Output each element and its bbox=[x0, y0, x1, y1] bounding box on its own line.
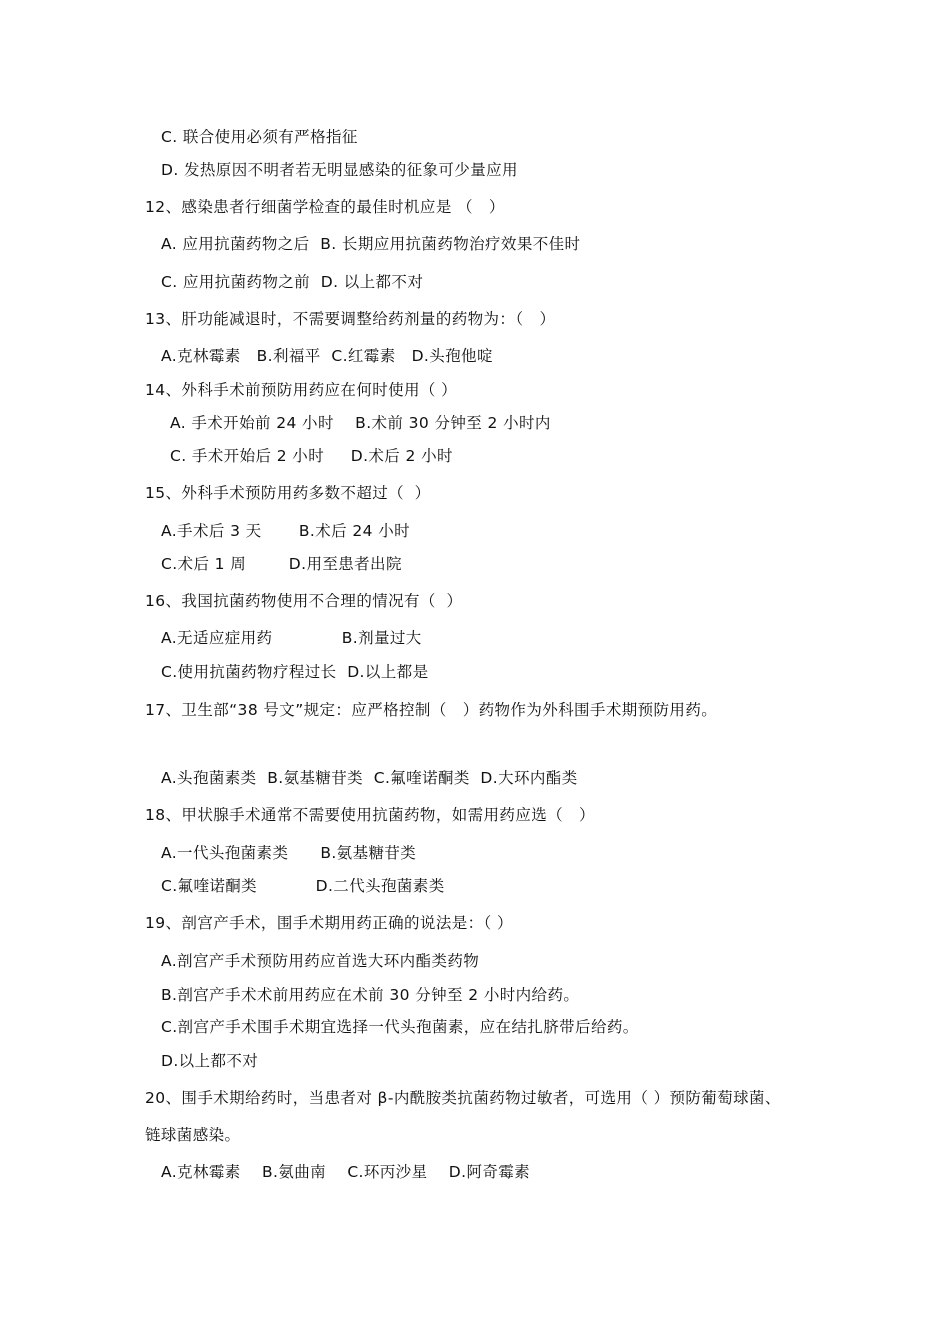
q20-options: A.克林霉素 B.氨曲南 C.环丙沙星 D.阿奇霉素 bbox=[161, 1163, 531, 1181]
q19-option-b: B.剖宫产手术术前用药应在术前 30 分钟至 2 小时内给药。 bbox=[161, 986, 580, 1004]
question-20: 20、围手术期给药时，当患者对 β-内酰胺类抗菌药物过敏者，可选用（ ）预防葡萄球菌、 bbox=[145, 1089, 781, 1107]
q17-options: A.头孢菌素类 B.氨基糖苷类 C.氟喹诺酮类 D.大环内酯类 bbox=[161, 769, 578, 787]
question-16: 16、我国抗菌药物使用不合理的情况有（ ） bbox=[145, 592, 463, 610]
q11-option-c: C. 联合使用必须有严格指征 bbox=[161, 128, 358, 146]
q19-option-d: D.以上都不对 bbox=[161, 1052, 259, 1070]
q14-options-cd: C. 手术开始后 2 小时 D.术后 2 小时 bbox=[170, 447, 453, 465]
q14-options-ab: A. 手术开始前 24 小时 B.术前 30 分钟至 2 小时内 bbox=[170, 414, 551, 432]
q15-options-cd: C.术后 1 周 D.用至患者出院 bbox=[161, 555, 402, 573]
q18-options-ab: A.一代头孢菌素类 B.氨基糖苷类 bbox=[161, 844, 417, 862]
q16-options-ab: A.无适应症用药 B.剂量过大 bbox=[161, 629, 422, 647]
question-13: 13、肝功能减退时，不需要调整给药剂量的药物为：（ ） bbox=[145, 310, 556, 328]
question-17: 17、卫生部“38 号文”规定：应严格控制（ ）药物作为外科围手术期预防用药。 bbox=[145, 701, 718, 719]
question-19: 19、剖宫产手术，围手术期用药正确的说法是：（ ） bbox=[145, 914, 513, 932]
q11-option-d: D. 发热原因不明者若无明显感染的征象可少量应用 bbox=[161, 161, 518, 179]
q19-option-c: C.剖宫产手术围手术期宜选择一代头孢菌素，应在结扎脐带后给药。 bbox=[161, 1018, 639, 1036]
question-20-continuation: 链球菌感染。 bbox=[145, 1126, 241, 1144]
q12-options-ab: A. 应用抗菌药物之后 B. 长期应用抗菌药物治疗效果不佳时 bbox=[161, 235, 581, 253]
q18-options-cd: C.氟喹诺酮类 D.二代头孢菌素类 bbox=[161, 877, 445, 895]
q15-options-ab: A.手术后 3 天 B.术后 24 小时 bbox=[161, 522, 411, 540]
q13-options: A.克林霉素 B.利福平 C.红霉素 D.头孢他啶 bbox=[161, 347, 493, 365]
q12-options-cd: C. 应用抗菌药物之前 D. 以上都不对 bbox=[161, 273, 424, 291]
question-14: 14、外科手术前预防用药应在何时使用（ ） bbox=[145, 381, 458, 399]
q19-option-a: A.剖宫产手术预防用药应首选大环内酯类药物 bbox=[161, 952, 480, 970]
question-12: 12、感染患者行细菌学检查的最佳时机应是 （ ） bbox=[145, 198, 505, 216]
question-18: 18、甲状腺手术通常不需要使用抗菌药物，如需用药应选（ ） bbox=[145, 806, 595, 824]
q16-options-cd: C.使用抗菌药物疗程过长 D.以上都是 bbox=[161, 663, 429, 681]
question-15: 15、外科手术预防用药多数不超过（ ） bbox=[145, 484, 431, 502]
